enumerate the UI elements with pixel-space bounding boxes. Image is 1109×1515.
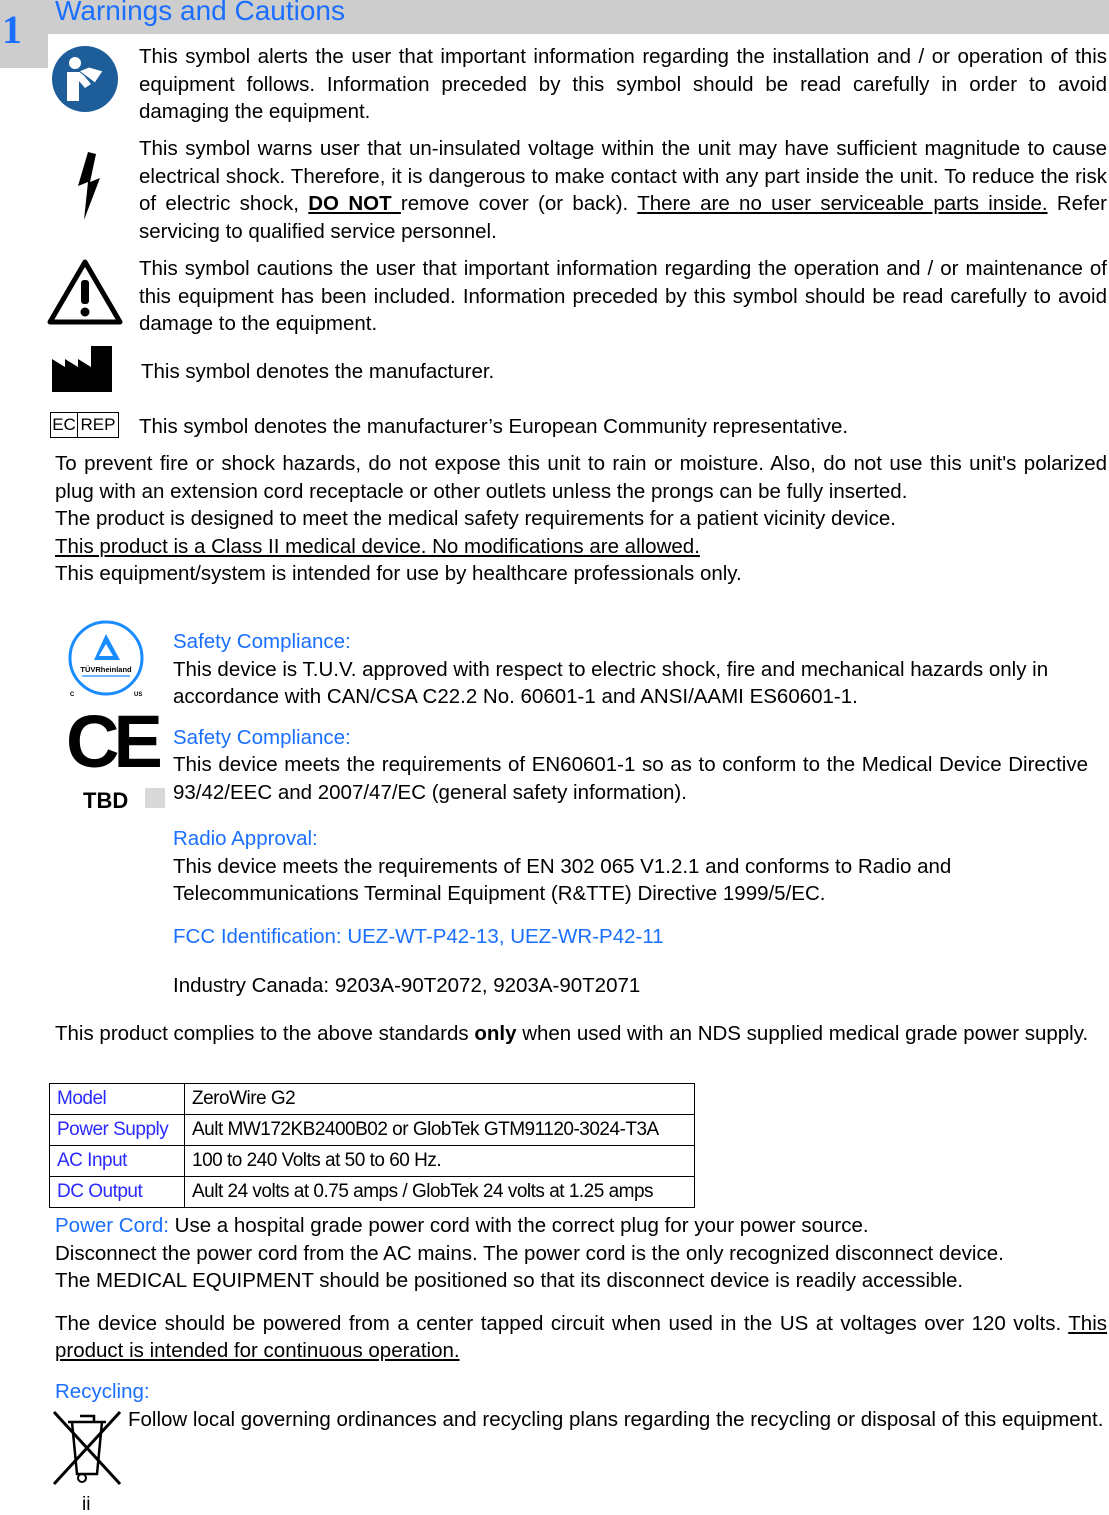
spec-value: Ault 24 volts at 0.75 amps / GlobTek 24 volts at 1.25 amps — [185, 1177, 695, 1208]
tuv-logo — [66, 620, 150, 700]
table-row — [50, 1084, 695, 1115]
symbol-text-caution: This symbol cautions the user that important information regarding the operation and / or maintenance of this equipment has been included. Information preceded by this symbol should be read carefully to avoid damage to the equipment. — [139, 257, 1107, 335]
specs-table — [49, 1083, 695, 1208]
radio-text: This device meets the requirements of EN 302 065 V1.2.1 and conforms to Radio and Telecommunications Terminal Equipment (R&TTE) Directive 1999/5/EC. — [173, 854, 952, 905]
power-section — [55, 1212, 1107, 1365]
center-tapped-a: The device should be powered from a center tapped circuit when used in the US at voltages over 120 volts. — [55, 1311, 1069, 1335]
rep-label: REP — [80, 415, 116, 434]
tuv-us: US — [134, 692, 143, 698]
tuv-brand: TÜVRheinland — [80, 665, 132, 674]
professional-use-notice: This equipment/system is intended for use by healthcare professionals only. — [55, 562, 742, 585]
ec-label: EC — [51, 413, 78, 437]
spec-value: Ault MW172KB2400B02 or GlobTek GTM91120-3024-T3A — [185, 1115, 695, 1146]
ce-compliance-text: This device meets the requirements of EN60601-1 so as to conform to the Medical Device Directive 93/42/EEC and 2007/47/EC (general safety information). — [173, 753, 1088, 804]
voltage-text-b: remove cover (or back). — [400, 192, 638, 215]
compliance-section — [173, 628, 1107, 1000]
table-row — [50, 1115, 695, 1146]
power-cord-label: Power Cord: — [55, 1214, 169, 1237]
accessible-text: The MEDICAL EQUIPMENT should be positioned so that its disconnect device is readily accessible. — [55, 1269, 964, 1292]
table-row — [50, 1146, 695, 1177]
page-number: ii — [82, 1494, 91, 1515]
disconnect-text: Disconnect the power cord from the AC mains. The power cord is the only recognized disconnect device. — [55, 1241, 1004, 1265]
complies-b: when used with an NDS supplied medical grade power supply. — [516, 1022, 1089, 1045]
symbol-text-manual: This symbol alerts the user that important information regarding the installation and / or operation of this equipment follows. Information preceded by this symbol should be read carefully in order to avoid damaging the equipment. — [139, 45, 1107, 123]
lightning-bolt-icon — [74, 150, 104, 222]
symbol-text-voltage — [139, 135, 1107, 245]
complies-a: This product complies to the above standards — [55, 1022, 475, 1045]
radio-heading: Radio Approval: — [173, 827, 318, 850]
no-serviceable-parts: There are no user serviceable parts inside. — [637, 192, 1048, 215]
complies-bold: only — [474, 1022, 517, 1045]
spec-value: 100 to 240 Volts at 50 to 60 Hz. — [185, 1146, 695, 1177]
power-cord-text: Use a hospital grade power cord with the correct plug for your power source. — [168, 1214, 869, 1237]
placeholder-mark — [145, 788, 165, 808]
tuv-compliance-text: This device is T.U.V. approved with respect to electric shock, fire and mechanical hazards only in accordance with CAN/CSA C22.2 No. 60601-1 and ANSI/AAMI ES60601-1. — [173, 657, 1049, 708]
do-not-emphasis: DO NOT — [308, 192, 401, 215]
voltage-text: This symbol warns user that un-insulated voltage within the unit may have sufficient magnitude to cause electrical shock. Therefore, it is dangerous to make contact with any part inside the unit. To reduce the risk of electric shock, — [139, 137, 1107, 215]
table-row — [50, 1177, 695, 1208]
spec-value: ZeroWire G2 — [185, 1084, 695, 1115]
chapter-number: 1 — [2, 7, 22, 52]
manufacturer-icon — [51, 345, 113, 393]
tuv-c: C — [70, 692, 75, 698]
recycling-heading: Recycling: — [55, 1380, 150, 1403]
ce-tbd: TBD — [83, 788, 129, 813]
safety-requirements: The product is designed to meet the medical safety requirements for a patient vicinity device. — [55, 507, 896, 530]
read-manual-icon — [51, 45, 119, 113]
compliance-heading: Safety Compliance: — [173, 725, 351, 749]
fire-shock-warning: To prevent fire or shock hazards, do not expose this unit to rain or moisture. Also, do not use this unit's polarized plug with an extension cord receptacle or other outlets unless the prongs can be fully inserted. — [55, 452, 1107, 503]
weee-bin-icon — [50, 1408, 124, 1488]
compliance-heading: Safety Compliance: — [173, 630, 351, 653]
complies-text — [55, 1020, 1107, 1048]
ec-rep-icon — [50, 412, 119, 438]
center-tapped-text — [55, 1310, 1107, 1365]
spec-key: DC Output — [50, 1177, 185, 1208]
continuous-operation: This product is intended for continuous operation. — [55, 1311, 1107, 1362]
fcc-id: FCC Identification: UEZ-WT-P42-13, UEZ-WR-P42-11 — [173, 924, 664, 948]
spec-key: AC Input — [50, 1146, 185, 1177]
ce-mark: CE — [66, 700, 157, 783]
warning-triangle-icon — [47, 258, 123, 326]
spec-key: Model — [50, 1084, 185, 1115]
symbol-text-manufacturer: This symbol denotes the manufacturer. — [141, 360, 495, 383]
page-title: Warnings and Cautions — [55, 0, 346, 26]
class-ii-notice: This product is a Class II medical device. No modifications are allowed. — [55, 534, 700, 558]
symbol-text-ec-rep: This symbol denotes the manufacturer’s European Community representative. — [139, 415, 849, 438]
industry-canada: Industry Canada: 9203A-90T2072, 9203A-90T2071 — [173, 974, 641, 997]
general-warnings — [55, 450, 1107, 588]
voltage-text-c: Refer servicing to qualified service personnel. — [139, 192, 1107, 243]
spec-key: Power Supply — [50, 1115, 185, 1146]
recycling-text: Follow local governing ordinances and recycling plans regarding the recycling or disposal of this equipment. — [128, 1408, 1104, 1431]
